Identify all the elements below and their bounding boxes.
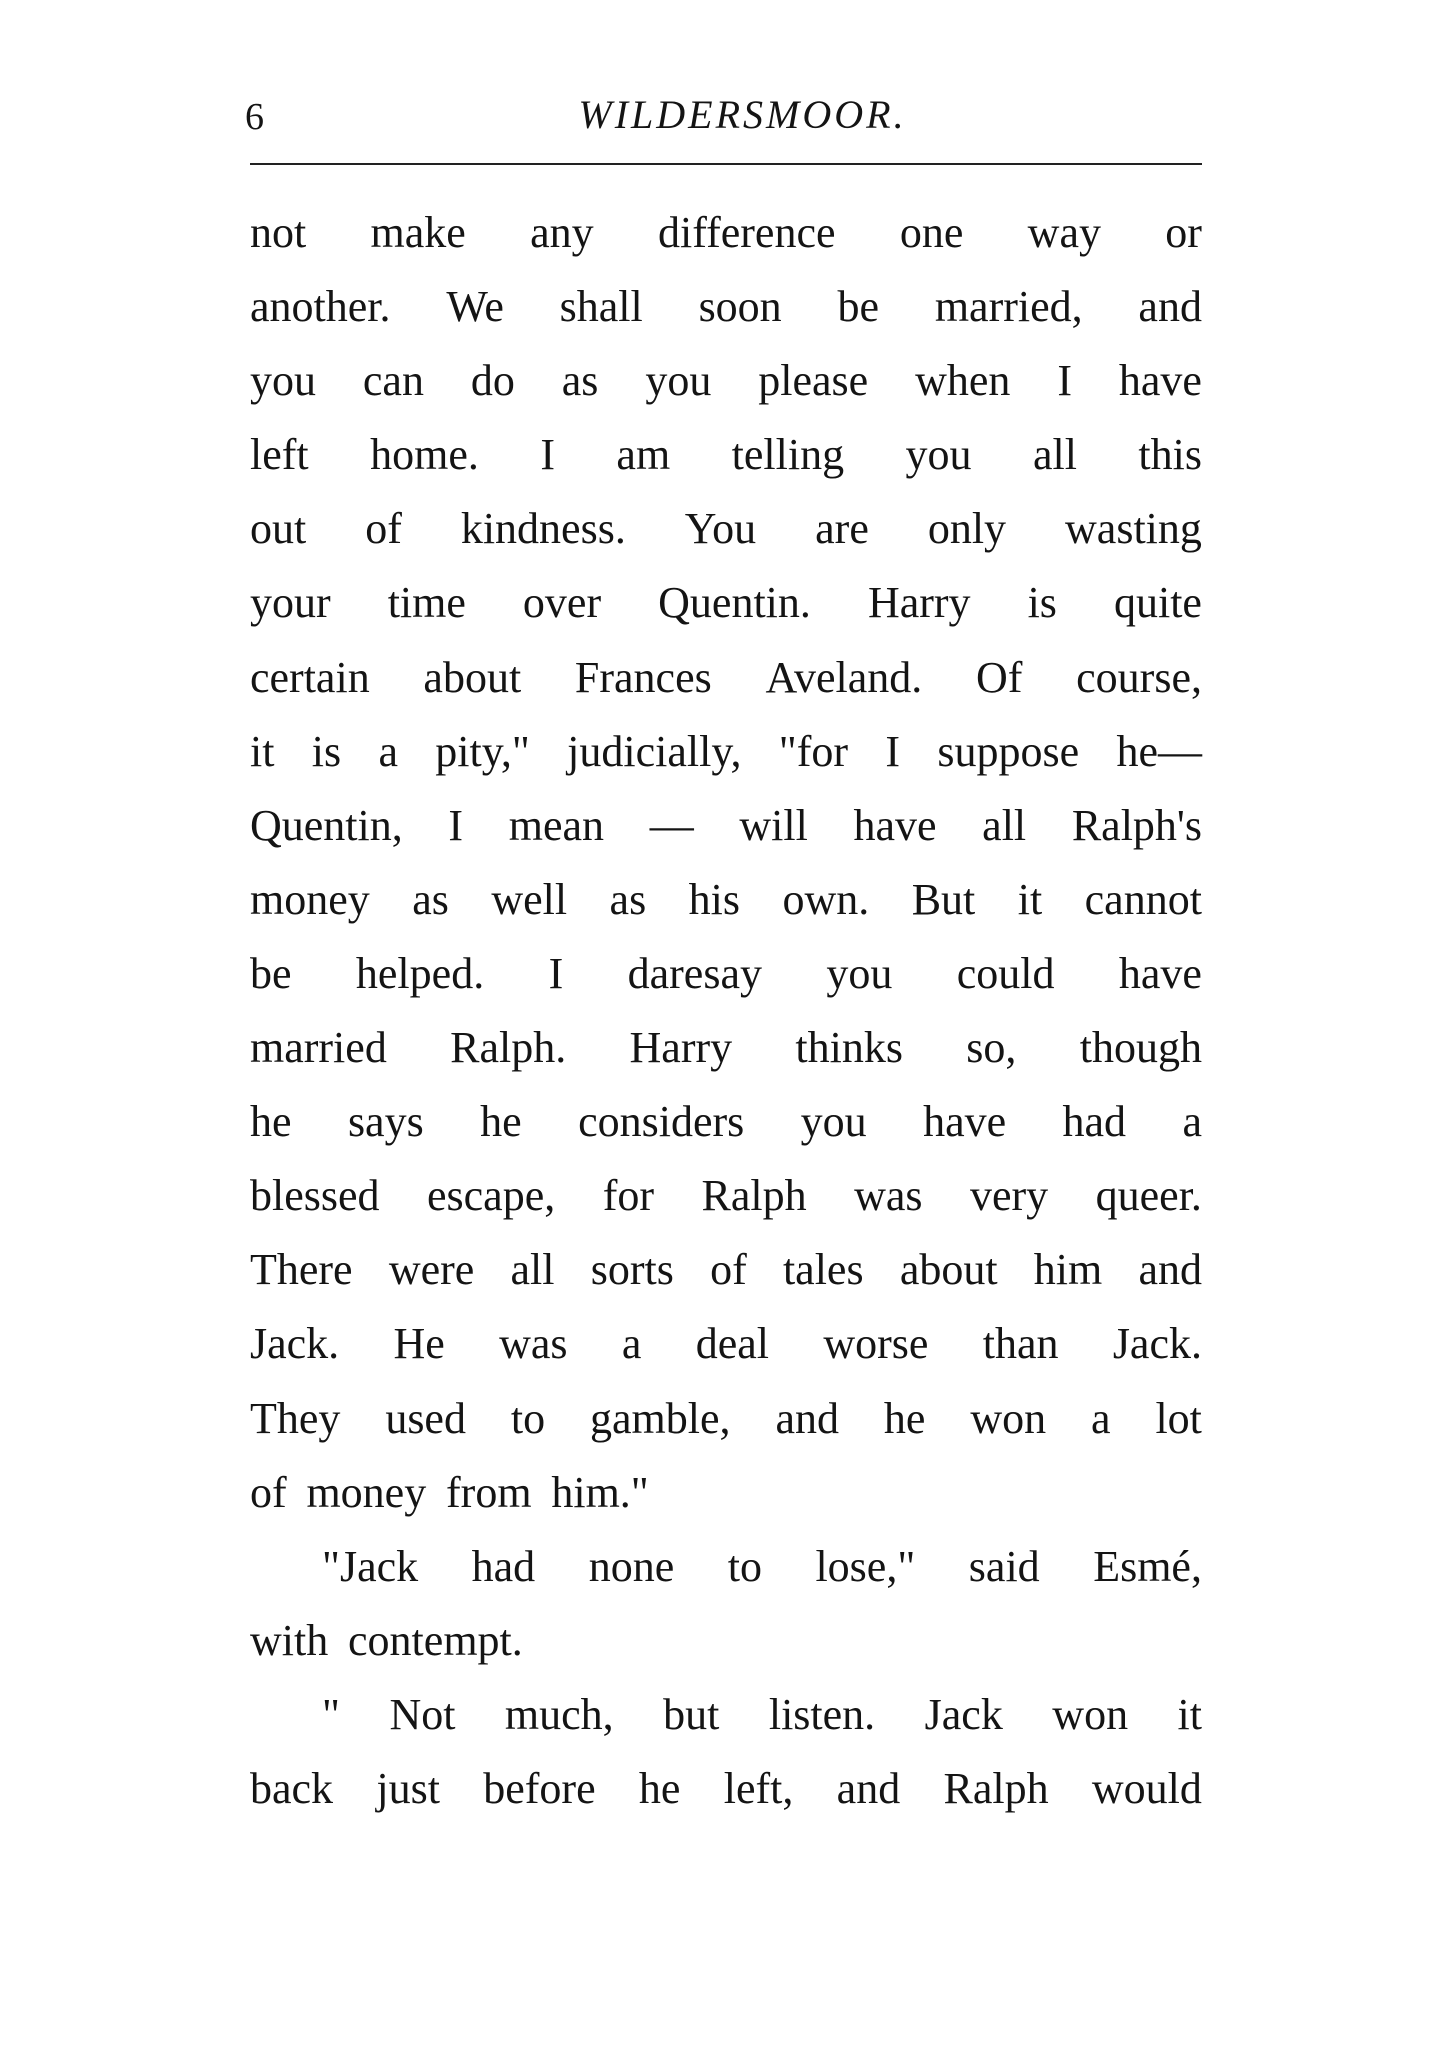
- word: I: [1057, 356, 1072, 406]
- word: Quentin.: [658, 578, 811, 628]
- word: tales: [782, 1245, 864, 1295]
- page-number: 6: [245, 96, 264, 138]
- word: blessed: [250, 1171, 380, 1221]
- word: judicially,: [567, 726, 742, 776]
- word: or: [1165, 208, 1202, 257]
- word: he: [638, 1763, 681, 1813]
- word: have: [853, 800, 937, 850]
- word: it: [250, 726, 275, 776]
- text-line: [250, 1307, 1202, 1381]
- text-line: [250, 1752, 1202, 1826]
- word: well: [491, 874, 568, 924]
- text-line: [250, 344, 1202, 418]
- word: of: [365, 504, 402, 554]
- word: considers: [578, 1097, 745, 1147]
- word: won: [1052, 1689, 1129, 1739]
- word: and: [836, 1763, 901, 1813]
- text-line: [250, 641, 1202, 715]
- word: please: [758, 356, 869, 406]
- text-line: [250, 566, 1202, 640]
- word: over: [522, 578, 602, 628]
- word: kindness.: [460, 504, 626, 554]
- word: though: [1079, 1023, 1202, 1073]
- word: difference: [658, 208, 836, 257]
- word: make: [370, 208, 466, 257]
- text-line: [250, 1085, 1202, 1159]
- word: own.: [782, 874, 870, 924]
- word: had: [1062, 1097, 1127, 1147]
- word: a: [1182, 1097, 1202, 1147]
- word: I: [885, 726, 901, 776]
- word: contempt.: [348, 1615, 523, 1665]
- word: can: [362, 356, 424, 406]
- word: Esmé,: [1093, 1541, 1202, 1591]
- word: one: [899, 208, 964, 257]
- word: this: [1138, 430, 1202, 480]
- word: and: [1138, 282, 1202, 332]
- word: course,: [1076, 652, 1202, 702]
- word: he: [250, 1097, 292, 1147]
- text-line: [250, 270, 1202, 344]
- word: any: [530, 208, 594, 257]
- word: left,: [723, 1763, 794, 1813]
- word: They: [250, 1393, 341, 1443]
- word: a: [621, 1319, 642, 1369]
- word: your: [250, 578, 331, 628]
- word: Ralph: [701, 1171, 807, 1221]
- text-line: [250, 196, 1202, 270]
- word: a: [1091, 1393, 1111, 1443]
- word: when: [915, 356, 1011, 406]
- word: daresay: [627, 948, 762, 998]
- text-line: [250, 1604, 1202, 1678]
- word: worse: [823, 1319, 929, 1369]
- header-rule: [250, 163, 1202, 165]
- text-line: [250, 1678, 1202, 1752]
- word: lot: [1155, 1393, 1202, 1443]
- word: married,: [934, 282, 1083, 332]
- word: is: [1027, 578, 1057, 628]
- text-line: [250, 937, 1202, 1011]
- word: Frances: [574, 652, 712, 702]
- word: to: [510, 1393, 546, 1443]
- word: be: [250, 948, 292, 998]
- word: about: [423, 652, 522, 702]
- word: ": [322, 1689, 340, 1739]
- word: Harry: [867, 578, 971, 628]
- text-line: [250, 715, 1202, 789]
- word: money: [250, 874, 370, 924]
- word: it: [1177, 1689, 1202, 1739]
- word: was: [499, 1319, 568, 1369]
- word: of: [710, 1245, 747, 1295]
- word: "Jack: [322, 1541, 419, 1591]
- word: said: [968, 1541, 1040, 1591]
- word: escape,: [427, 1171, 556, 1221]
- word: Harry: [629, 1023, 733, 1073]
- word: have: [1118, 948, 1202, 998]
- word: mean: [508, 800, 605, 850]
- word: have: [1118, 356, 1202, 406]
- word: telling: [731, 430, 845, 480]
- word: was: [854, 1171, 923, 1221]
- word: you: [905, 430, 972, 480]
- text-line: [250, 863, 1202, 937]
- word: as: [561, 356, 599, 406]
- word: Ralph.: [450, 1023, 567, 1073]
- word: money: [306, 1467, 427, 1517]
- word: time: [387, 578, 466, 628]
- word: way: [1027, 208, 1101, 257]
- word: him: [1033, 1245, 1103, 1295]
- text-line: [250, 1233, 1202, 1307]
- word: listen.: [768, 1689, 876, 1739]
- word: very: [969, 1171, 1049, 1221]
- word: —: [649, 800, 694, 850]
- word: much,: [504, 1689, 614, 1739]
- word: Jack.: [1112, 1319, 1202, 1369]
- text-line: [250, 1011, 1202, 1085]
- word: wasting: [1065, 504, 1202, 554]
- word: him.": [551, 1467, 649, 1517]
- text-line: [250, 1382, 1202, 1456]
- word: would: [1091, 1763, 1202, 1813]
- word: it: [1017, 874, 1043, 924]
- text-line: [250, 789, 1202, 863]
- word: all: [1032, 430, 1077, 480]
- word: certain: [250, 652, 370, 702]
- word: only: [927, 504, 1007, 554]
- word: used: [385, 1393, 466, 1443]
- word: Quentin,: [250, 800, 403, 850]
- word: you: [826, 948, 893, 998]
- word: Jack: [924, 1689, 1003, 1739]
- word: are: [815, 504, 869, 554]
- word: He: [393, 1319, 445, 1369]
- word: do: [470, 356, 515, 406]
- word: you: [800, 1097, 867, 1147]
- word: quite: [1113, 578, 1202, 628]
- word: Not: [389, 1689, 456, 1739]
- word: none: [588, 1541, 675, 1591]
- word: I: [540, 430, 555, 480]
- word: were: [388, 1245, 475, 1295]
- word: is: [311, 726, 342, 776]
- word: will: [739, 800, 808, 850]
- word: Jack.: [250, 1319, 340, 1369]
- word: shall: [559, 282, 643, 332]
- word: but: [663, 1689, 720, 1739]
- word: helped.: [355, 948, 485, 998]
- word: suppose: [937, 726, 1080, 776]
- word: be: [837, 282, 880, 332]
- word: deal: [695, 1319, 770, 1369]
- word: am: [616, 430, 671, 480]
- word: a: [378, 726, 398, 776]
- word: for: [602, 1171, 655, 1221]
- word: and: [775, 1393, 839, 1443]
- word: home.: [370, 430, 479, 480]
- word: not: [250, 208, 307, 257]
- word: to: [727, 1541, 762, 1591]
- word: he—: [1116, 726, 1202, 776]
- word: you: [645, 356, 712, 406]
- body-text: [250, 196, 1202, 1826]
- word: You: [684, 504, 757, 554]
- word: another.: [250, 282, 391, 332]
- word: all: [510, 1245, 555, 1295]
- word: you: [250, 356, 316, 406]
- word: Ralph: [943, 1763, 1049, 1813]
- word: says: [347, 1097, 424, 1147]
- word: queer.: [1095, 1171, 1202, 1221]
- word: cannot: [1084, 874, 1202, 924]
- word: all: [982, 800, 1027, 850]
- word: of: [250, 1467, 287, 1517]
- word: But: [911, 874, 976, 924]
- text-line: [250, 418, 1202, 492]
- word: married: [250, 1023, 387, 1073]
- word: soon: [698, 282, 782, 332]
- word: with: [250, 1615, 329, 1665]
- word: had: [471, 1541, 536, 1591]
- running-title: WILDERSMOOR.: [578, 92, 907, 137]
- word: as: [609, 874, 647, 924]
- word: I: [448, 800, 464, 850]
- word: could: [956, 948, 1055, 998]
- text-line: [250, 1456, 1202, 1530]
- word: won: [970, 1393, 1047, 1443]
- word: have: [923, 1097, 1007, 1147]
- word: gamble,: [590, 1393, 731, 1443]
- word: "for: [778, 726, 849, 776]
- word: We: [446, 282, 504, 332]
- text-line: [250, 492, 1202, 566]
- word: Of: [975, 652, 1023, 702]
- word: so,: [966, 1023, 1017, 1073]
- word: just: [376, 1763, 440, 1813]
- word: out: [250, 504, 307, 554]
- word: sorts: [590, 1245, 674, 1295]
- word: thinks: [795, 1023, 903, 1073]
- word: Ralph's: [1071, 800, 1202, 850]
- word: left: [250, 430, 309, 480]
- word: as: [412, 874, 449, 924]
- word: from: [446, 1467, 532, 1517]
- text-line: [250, 1159, 1202, 1233]
- word: and: [1138, 1245, 1202, 1295]
- word: I: [548, 948, 564, 998]
- text-line: [250, 1530, 1202, 1604]
- word: Aveland.: [765, 652, 923, 702]
- word: his: [688, 874, 741, 924]
- word: pity,": [435, 726, 530, 776]
- word: back: [250, 1763, 334, 1813]
- word: he: [480, 1097, 522, 1147]
- word: about: [899, 1245, 998, 1295]
- word: before: [483, 1763, 596, 1813]
- word: he: [883, 1393, 926, 1443]
- word: than: [982, 1319, 1059, 1369]
- word: lose,": [815, 1541, 916, 1591]
- word: There: [250, 1245, 353, 1295]
